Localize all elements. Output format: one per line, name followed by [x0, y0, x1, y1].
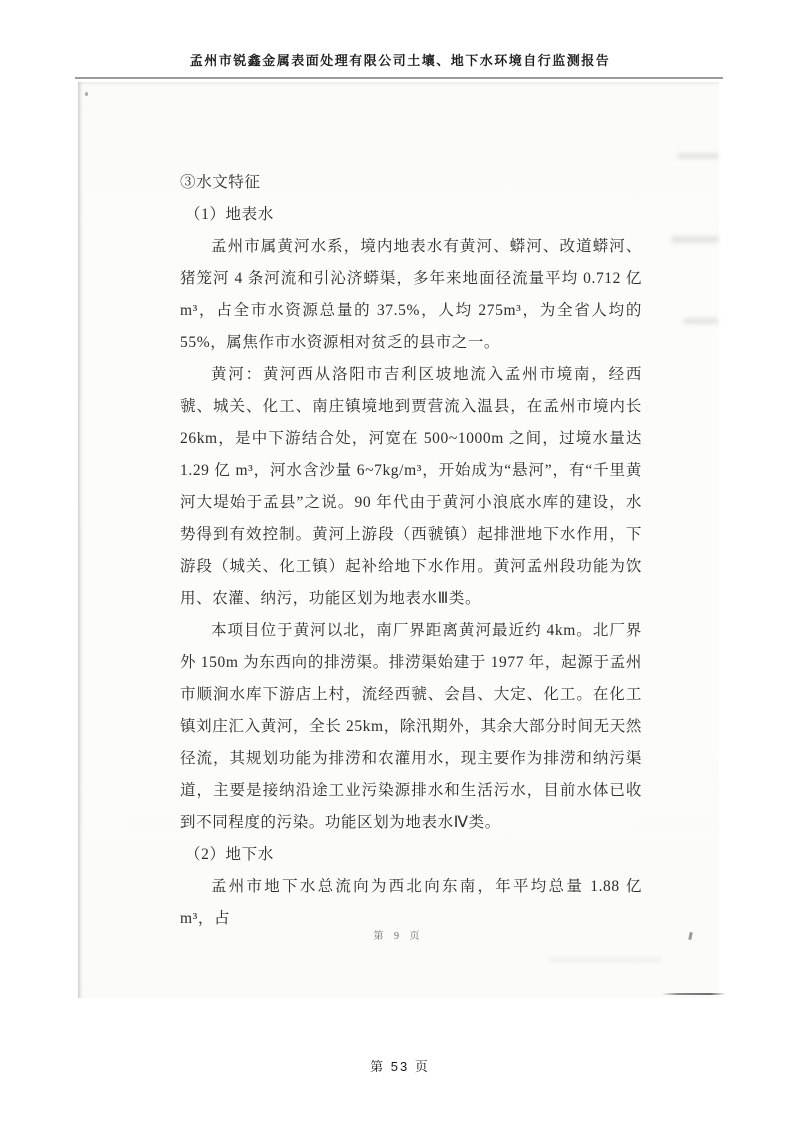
scan-page-number: 第 9 页: [373, 931, 424, 942]
section-heading-hydrology: ③水文特征: [180, 174, 261, 191]
scan-bottom-line-artifact: [662, 993, 726, 995]
paragraph-drainage-channel: 本项目位于黄河以北，南厂界距离黄河最近约 4km。北厂界外 150m 为东西向的排涝渠。排涝渠始建于 1977 年，起源于孟州市顺涧水库下游店上村，流经西虢、会昌、大定、化工。在化工镇刘庄汇入黄河，全长 25km，除汛期外，其余大部分时间无天然径流，其规划功能为排涝和农灌用水，现主要作为排涝和纳污渠道，主要是接纳沿途工业污染源排水和生活污水，目前水体已收到不同程度的污染。功能区划为地表水Ⅳ类。: [180, 622, 642, 831]
scan-left-edge-artifact: [78, 82, 84, 998]
scan-smudge-artifact: [548, 958, 663, 962]
subsection-surface-water: （1）地表水: [185, 206, 274, 223]
paragraph-groundwater: 孟州市地下水总流向为西北向东南，年平均总量 1.88 亿 m³，占: [180, 878, 642, 927]
scan-top-edge-artifact: [78, 82, 719, 86]
report-header-title: 孟州市锐鑫金属表面处理有限公司土壤、地下水环境自行监测报告: [189, 53, 611, 68]
scanned-page: [78, 82, 719, 998]
scan-speck-artifact: [85, 92, 88, 96]
scan-smudge-artifact: [671, 236, 719, 243]
subsection-groundwater: （2）地下水: [185, 846, 274, 863]
document-page-number: 第 53 页: [370, 1059, 430, 1074]
scan-smudge-artifact: [683, 318, 719, 324]
scan-text-block: [180, 167, 642, 935]
scan-smudge-artifact: [677, 153, 719, 159]
paragraph-yellow-river: 黄河：黄河西从洛阳市吉利区坡地流入孟州市境南，经西虢、城关、化工、南庄镇境地到贾营流入温县，在孟州市境内长 26km，是中下游结合处，河宽在 500~1000m 之间，过境水量达 1.29 亿 m³，河水含沙量 6~7kg/m³，开始成为“悬河”，有“千里黄河大堤始于孟县”之说。90 年代由于黄河小浪底水库的建设，水势得到有效控制。黄河上游段（西虢镇）起排泄地下水作用，下游段（城关、化工镇）起补给地下水作用。黄河孟州段功能为饮用、农灌、纳污，功能区划为地表水Ⅲ类。: [180, 366, 642, 607]
paragraph-surface-water-overview: 孟州市属黄河水系，境内地表水有黄河、蟒河、改道蟒河、猪笼河 4 条河流和引沁济蟒渠，多年来地面径流量平均 0.712 亿 m³，占全市水资源总量的 37.5%，人均 275m³，为全省人均的 55%，属焦作市水资源相对贫乏的县市之一。: [180, 238, 642, 351]
header-divider: [75, 77, 723, 79]
